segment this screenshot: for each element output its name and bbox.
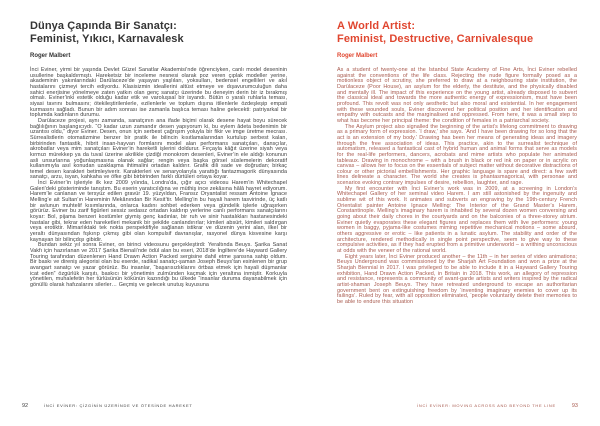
page-title-english bbox=[337, 20, 577, 46]
author-byline-turkish: Roger Malbert bbox=[30, 53, 71, 59]
paragraph: Eight years later, İnci Eviner produced another – the 11th – in her series of video animations; Beuys Underground was commissioned by the Sharjah Art Foundation and won a prize at the Sharjah Biennial in 2017. I was privileged to be able to include it in a Hayward Gallery Touring exhibition, Hand Drawn Action Packed, in Britain in 2018. This work, an allegory of repression and resistance, represents a community of avant-garde artists and writers inspired by the radical artist-shaman Joseph Beuys. They have retreated underground to escape an authoritarian government bent on extinguishing freedom by ‘inventing imaginary enemies to cover up its failings’. Ruled by fear, with all opposition eliminated, ‘people voluntarily delete their memories to be able to endure this situation bbox=[337, 253, 577, 305]
paragraph: İnci Eviner’in işleriyle ilk kez 2009 yılında, Londra’da, çığır açıcı videosu Harem’in Whitechapel Galeri’deki gösteriminde tanıştım. Bu eserin yaratıcılığına ve müthiş ince zekâsına hâlâ hayret ediyorum. Harem’le canlanan ve tersyüz edilen gravür 19. yüzyıldan, Fransız Oryantalist ressam Antoine Ignace Melling’e ait Sultan’ın Hareminin Mekânından Bir Kesit’tir. Melling’in bu hayali harem tasvirinde, üç katlı bir avlunun muhtelif kısımlarında, onlarca kadını sohbet ederken veya gündelik işlerle uğraşırken görürüz. Eviner bu zarif figürleri sessiz sedasız ortadan kaldırıp yerlerine canlı performans sanatçılarını koyar: Bol, pijama benzeri kostümler giymiş genç kadınlar, bir ruh ve sinir hastalıkları hastanesindeki hastalar gibi, tekrar eden hareketleri mekanik bir şekilde canlandırırlar; kimileri absürt, kimileri saldırgan veya erotiktir. Mimarlıktaki tek nokta perspektifiyle sağlanan istikrar ve düzenin yerini alan, ilkel bir yeraltı dünyasından fışkırıp çıkmış gibi olan kompulsif davranışlar, rasyonel dünya kisvesine karşı kaynayan bir bilinçdışı gibidir. bbox=[30, 180, 287, 243]
title-line-2: Feminist, Destructive, Carnivalesque bbox=[337, 33, 534, 45]
page-title-turkish bbox=[30, 20, 287, 46]
author-byline-english: Roger Malbert bbox=[337, 53, 378, 59]
paragraph: Bundan sekiz yıl sonra Eviner, on birinci videosunu gerçekleştirdi: Yeraltında Beuys. Şarika Sanat Vakfı için hazırlanan ve 2017 Şarika Bienali’nde ödül alan bu eseri, 2018’de İngiltere’de Hayward Gallery Touring tarafından düzenlenen Hand Drawn Action Packed sergisine dahil etme şansına sahip oldum. Bir baskı ve direniş alegorisi olan bu eserde, radikal sanatçı-şaman Joseph Beuys’tan esinlenen bir grup avangart sanatçı ve yazar görürüz. Bu insanlar, “başarısızlıklarını örtbas etmek için hayali düşmanlar icat eden” özgürlük karşıtı, baskıcı bir yönetimin zulmünden kaçmak için yeraltına inmiştir. Korkuyla yönetilen, muhalefetin her türlüsünün kökünün kazındığı bu ülkede “insanlar duruma dayanabilmek için gönüllü olarak hafızalarını silerler… Geçmiş ve gelecek unutuş kuyusuna bbox=[30, 242, 287, 288]
running-title-left: İNCİ EVİNER: ÇİZGİNİN ÜZERİNDE VE ÖTESİNDE HAREKET bbox=[44, 403, 193, 408]
page-left-turkish bbox=[30, 20, 287, 289]
essay-body-turkish bbox=[30, 68, 287, 289]
paragraph: My first encounter with İnci Eviner’s work was in 2009, at a screening in London’s Whitechapel Gallery of her seminal video Harem. I am still astonished by the ingenuity and sublime wit of this work. It animates and subverts an engraving by the 19th-century French Orientalist painter Antoine Ignace Melling: The Interior of the Grand Master’s Harem, Constantinople. Melling’s imaginary harem is inhabited by several dozen women conversing and going about their daily chores in the courtyards and on the balconies of a three-storey atrium. Eviner quietly evaporates these elegant figures and replaces them with live performers: young women in baggy, pyjama-like costumes miming repetitive mechanical motions – some absurd, others aggressive or erotic – like patients in a lunatic asylum. The stability and order of the architecture, rendered methodically in single point perspective, seem to give way to these compulsive activities, as if they had erupted from a primitive underworld – a writhing unconscious at odds with the veneer of the rational world. bbox=[337, 185, 577, 254]
page-number-left: 92 bbox=[22, 403, 29, 409]
paragraph: Darülaceze projesi, aynı zamanda, sanatçının ana ifade biçimi olarak desene hayat boyu sürecek bağlılığının başlangıcıydı. “O kadar uzun zamandır desen yapıyorum ki, bu eylem âdeta bedenimin bir uzantısı oldu,” diyor Eviner. Desen, onun için serbest çağrışım yoluyla bir fikir ve imge üretme mecrası. Sürrealistlerin otomatizmine benzer bir pratik ile bilincin kısıtlamalarından kurtulup serbest kalan, birbirinden fantastik, hibrit insan-hayvan formlarını model alan performans sanatçıları, dansçılar, akrobatlar veya mim sanatçıları Eviner’in hareketli işlerini doldurur. Fırçayla kâğıt üzerine siyah veya kırmızı mürekkep ya da tuval üzerine akrilikle çizdiği monokrom desenleri, Eviner’in ele aldığı konunun asli unsurlarına yoğunlaşmasına olanak sağlar; rengin veya başka görsel süslemelerin dekoratif kullanımıyla asıl konudan uzaklaşma ihtimalini ortadan kaldırır. Grafik dili sade ve doğrudan; birkaç temel desen karakteri betimleyiverir. Karakterleri ve senaryolarıyla yarattığı fantazmagorik dünyasında sanatçı, arzu, isyan, kahkaha ve öfke gibi birbirinden farklı dürtüleri ortaya koyar. bbox=[30, 117, 287, 181]
essay-body-english bbox=[337, 68, 577, 306]
page-number-right: 93 bbox=[571, 403, 578, 409]
paragraph: The Asylum project also signalled the beginning of the artist’s lifelong commitment to drawing as a primary form of expression. ‘I draw,’ she says. ‘And I have been drawing for so long that the act is an extension of my body.’ Drawing has been her means of generating ideas and imagery through the free association of ideas. This practice, akin to the surrealist technique of automatism, released a fantastical cast of hybrid human and animal forms that serve as models for the real-life performers, dancers, acrobats and mime artists who populate her animated tableaux. Drawing in monochrome – with a brush in black or red ink on paper or in acrylic on canvas – allows her to focus on the essentials of subject matter without decorative distractions of colour or other pictorial embellishments. Her graphic language is spare and direct: a few swift lines delineate a character. The world she creates is phantasmagorical, with personae and scenarios evoking contrary impulses of desire, rebellion, laughter, and rage. bbox=[337, 123, 577, 187]
running-title-right: İNCİ EVİNER: MOVING ACROSS AND BEYOND THE LINE bbox=[417, 403, 556, 408]
paragraph: As a student of twenty-one at the Istanbul State Academy of Fine Arts, İnci Eviner rebelled against the conventions of the life class. Rejecting the nude figure formally posed as a motionless object of scrutiny, she preferred to draw at a neighbouring state institution, the Darülaceze (Poor House), an asylum for the elderly, the destitute, and the physically disabled and mentally ill. The impact of this experience on the young artist, already disposed to subvert the classical ideal and towards the more authentic energy of expressionism, must have been profound. This revolt was not only aesthetic but also moral and existential. In her engagement with these wounded souls, Eviner discovered her political position and her identification and empathy with outcasts and the marginalised and oppressed. From here, it was a small step to what has become her principal theme: the condition of females in a patriarchal society. bbox=[337, 67, 577, 124]
page-footer-right bbox=[417, 403, 578, 409]
title-line-1: Dünya Çapında Bir Sanatçı: bbox=[30, 20, 177, 32]
page-right-english bbox=[337, 20, 577, 306]
page-footer-left bbox=[22, 403, 192, 409]
title-line-2: Feminist, Yıkıcı, Karnavalesk bbox=[30, 33, 184, 45]
title-line-1: A World Artist: bbox=[337, 20, 416, 32]
paragraph: İnci Eviner, yirmi bir yaşında Devlet Güzel Sanatlar Akademisi’nde öğrenciyken, canlı model deseninin usullerine başkaldırmıştı. Hareketsiz bir inceleme nesnesi olarak poz veren çıplak modeller yerine, akademinin yakınlarındaki Darülaceze’de yaşayan yaşlıları, yoksulları, bedensel engellileri ve akıl hastalarını çizmeyi tercih ediyordu. Klasisizmin ideallerini altüst etmeye ve dışavurumculuğun daha sahici enerjisine yönelmeye zaten yatkın olan genç sanatçı üzerinde bu deneyim derin bir iz bırakmış olmalı. Eviner’inki estetik olduğu kadar etik ve varoluşsal bir isyandı. Bütün o yaralı ruhlarla teması, siyasi tavrını bulmasını; ötekileştirilenlerle, ezilenlerle ve toplum dışına itilenlerle özdeşleşip empati kurmasını sağladı. Bunun bir adım sonrası ise zamanla başlıca teması haline gelecekti: patriyarkal bir toplumda kadınların durumu. bbox=[30, 67, 287, 119]
